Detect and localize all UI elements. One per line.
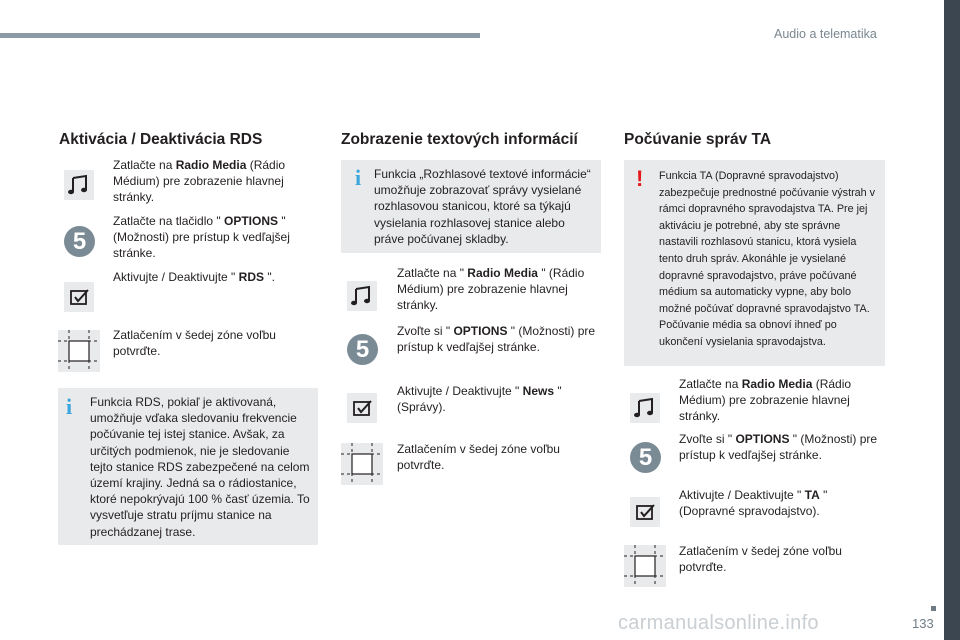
step-number-badge: 5 [347, 334, 378, 365]
step-text: Aktivujte / Deaktivujte " RDS ". [113, 270, 275, 284]
step-text: Zatlačte na tlačidlo " OPTIONS " (Možnosti) pre prístup k vedľajšej stránke. [113, 214, 290, 260]
info-text: Funkcia RDS, pokiaľ je aktivovaná, umožňuje vďaka sledovaniu frekvencie počúvanie tej istej stanice. Avšak, za určitých podmienok, nie je sledovanie tejto stanice RDS zabezpečené na celom území krajiny. Jedná sa o rádiostanice, ktoré nepokrývajú 100 % časť územia. To vysvetľuje stratu príjmu stanice na prechádzanej trase. [90, 395, 310, 539]
step-text: Zatlačením v šedej zóne voľbu potvrďte. [397, 442, 560, 472]
step-number-badge: 5 [630, 442, 661, 473]
step-text: Zatlačte na Radio Media (Rádio Médium) pre zobrazenie hlavnej stránky. [113, 158, 286, 204]
step-text: Zvoľte si " OPTIONS " (Možnosti) pre prístup k vedľajšej stránke. [397, 324, 596, 354]
step-number-badge: 5 [64, 226, 95, 257]
music-note-icon [630, 393, 660, 423]
step-text: Zatlačením v šedej zóne voľbu potvrďte. [679, 544, 842, 574]
checkbox-icon [630, 497, 660, 527]
step-text: Zatlačením v šedej zóne voľbu potvrďte. [113, 328, 276, 358]
step-text: Zatlačte na Radio Media (Rádio Médium) pre zobrazenie hlavnej stránky. [679, 377, 852, 423]
info-box-rds [58, 388, 318, 545]
watermark: carmanualsonline.info [618, 612, 819, 634]
column-title-ta: Počúvanie správ TA [624, 131, 772, 148]
step-text: Zatlačte na " Radio Media " (Rádio Médium) pre zobrazenie hlavnej stránky. [397, 266, 585, 312]
info-box-text-info [341, 160, 601, 253]
info-text: Funkcia „Rozhlasové textové informácie“ umožňuje zobrazovať správy vysielané rozhlasovou stanicou, ktoré sa týkajú vysielania rozhlasovej stanice alebo práve počúvanej skladby. [374, 167, 591, 246]
section-title: Audio a telematika [774, 27, 877, 41]
info-icon: i [66, 394, 73, 419]
info-icon: i [355, 165, 362, 190]
grey-zone-icon [58, 330, 100, 372]
page-marker [931, 606, 936, 611]
column-title-rds: Aktivácia / Deaktivácia RDS [59, 131, 263, 148]
warning-text: Funkcia TA (Dopravné spravodajstvo) zabezpečuje prednostné počúvanie výstrah v rámci dopravného spravodajstva TA. Pre jej aktiváciu je potrebné, aby ste správne nastavili rozhlasovú stanicu, ktorá vysiela tento druh správ. Akonáhle je vysielané dopravné spravodajstvo, práve počúvané médium sa automaticky vypne, aby bolo možné počúvať dopravné spravodajstvo TA. Počúvanie média sa obnoví ihneď po ukončení vysielania spravodajstva. [659, 170, 876, 348]
warning-box-ta [624, 160, 885, 366]
grey-zone-icon [341, 443, 383, 485]
checkbox-icon [347, 393, 377, 423]
step-text: Aktivujte / Deaktivujte " TA " (Dopravné spravodajstvo). [679, 488, 828, 518]
grey-zone-icon [624, 545, 666, 587]
page-number: 133 [912, 616, 934, 631]
header-bar [0, 33, 480, 38]
column-title-text-info: Zobrazenie textových informácií [341, 131, 578, 148]
music-note-icon [64, 170, 94, 200]
side-tab [944, 0, 960, 640]
step-text: Aktivujte / Deaktivujte " News " (Správy). [397, 384, 562, 414]
checkbox-icon [64, 282, 94, 312]
step-text: Zvoľte si " OPTIONS " (Možnosti) pre prístup k vedľajšej stránke. [679, 432, 878, 462]
exclamation-icon: ! [636, 166, 644, 191]
music-note-icon [347, 281, 377, 311]
